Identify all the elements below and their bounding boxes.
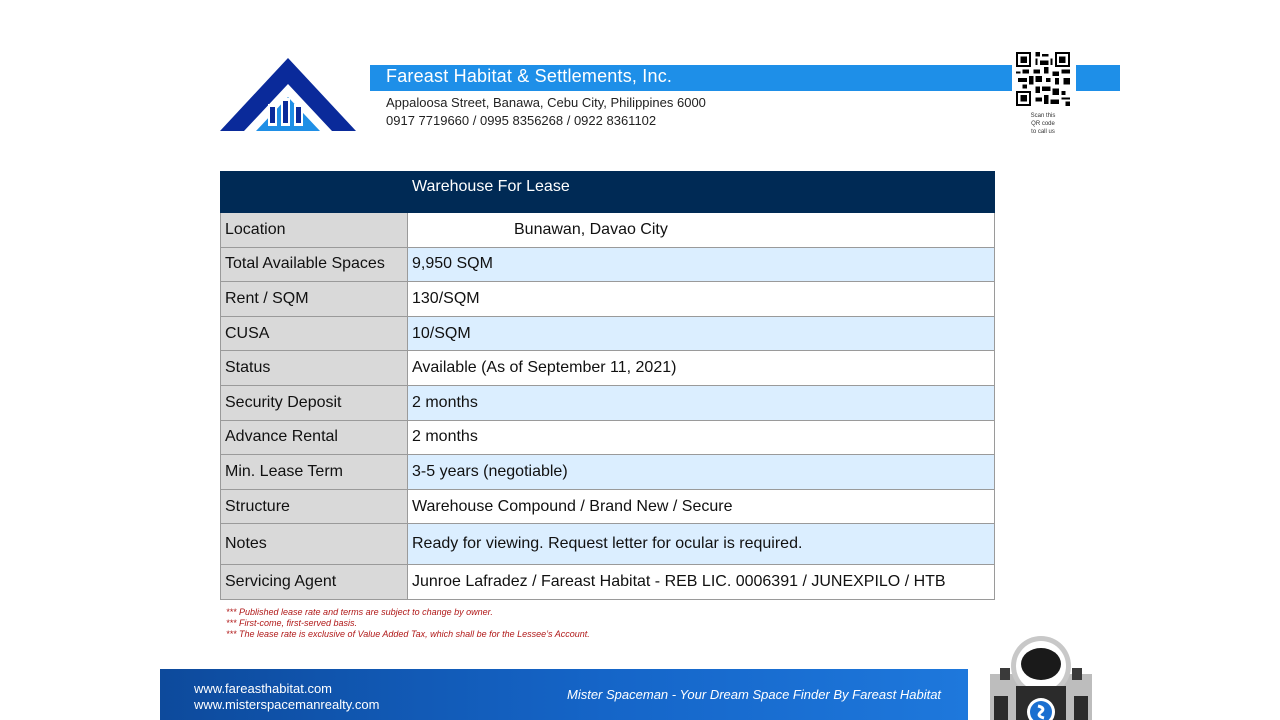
company-logo (220, 58, 356, 132)
row-label: Min. Lease Term (221, 455, 408, 490)
website-link[interactable]: www.misterspacemanrealty.com (194, 697, 380, 712)
row-label: Advance Rental (221, 420, 408, 455)
table-row (221, 385, 995, 420)
row-label: Location (221, 213, 408, 248)
qr-caption-line: to call us (1031, 129, 1055, 135)
website-link[interactable]: www.fareasthabitat.com (194, 681, 333, 696)
row-value: 130/SQM (408, 282, 995, 317)
table-row (221, 455, 995, 490)
table-row (221, 282, 995, 317)
table-row (221, 351, 995, 386)
company-address: Appaloosa Street, Banawa, Cebu City, Philippines 6000 (386, 95, 706, 110)
disclaimers (226, 607, 590, 640)
row-label: Servicing Agent (221, 565, 408, 600)
table-row (221, 524, 995, 565)
spaceman-mascot-icon (988, 634, 1094, 720)
listing-table (220, 171, 995, 600)
row-value: Available (As of September 11, 2021) (408, 351, 995, 386)
row-label: Security Deposit (221, 385, 408, 420)
qr-caption (1022, 112, 1064, 136)
company-name: Fareast Habitat & Settlements, Inc. (386, 66, 673, 86)
row-value: 9,950 SQM (408, 247, 995, 282)
listing-title: Warehouse For Lease (408, 172, 995, 213)
row-value: 2 months (408, 420, 995, 455)
table-row (221, 489, 995, 524)
footer-tagline: Mister Spaceman - Your Dream Space Finder By Fareast Habitat (567, 687, 942, 702)
table-row (221, 316, 995, 351)
disclaimer-line: *** Published lease rate and terms are subject to change by owner. (226, 607, 493, 617)
qr-caption-line: QR code (1031, 121, 1055, 127)
row-label: CUSA (221, 316, 408, 351)
disclaimer-line: *** First-come, first-served basis. (226, 618, 358, 628)
row-value: Junroe Lafradez / Fareast Habitat - REB LIC. 0006391 / JUNEXPILO / HTB (408, 565, 995, 600)
table-header-row (221, 172, 995, 213)
row-value: 10/SQM (408, 316, 995, 351)
row-label: Status (221, 351, 408, 386)
header-empty-cell (221, 172, 408, 213)
row-label: Total Available Spaces (221, 247, 408, 282)
company-phones: 0917 7719660 / 0995 8356268 / 0922 8361102 (386, 113, 657, 128)
disclaimer-line: *** The lease rate is exclusive of Value Added Tax, which shall be for the Lessee’s Account. (226, 629, 590, 639)
table-row (221, 247, 995, 282)
table-row (221, 565, 995, 600)
row-label: Structure (221, 489, 408, 524)
table-row (221, 213, 995, 248)
row-value: 2 months (408, 385, 995, 420)
row-value: Bunawan, Davao City (408, 213, 995, 248)
row-value: Ready for viewing. Request letter for ocular is required. (408, 524, 995, 565)
row-label: Notes (221, 524, 408, 565)
qr-caption-line: Scan this (1030, 113, 1056, 119)
row-label: Rent / SQM (221, 282, 408, 317)
row-value: Warehouse Compound / Brand New / Secure (408, 489, 995, 524)
row-value: 3-5 years (negotiable) (408, 455, 995, 490)
qr-code-icon[interactable] (1016, 52, 1070, 106)
table-row (221, 420, 995, 455)
